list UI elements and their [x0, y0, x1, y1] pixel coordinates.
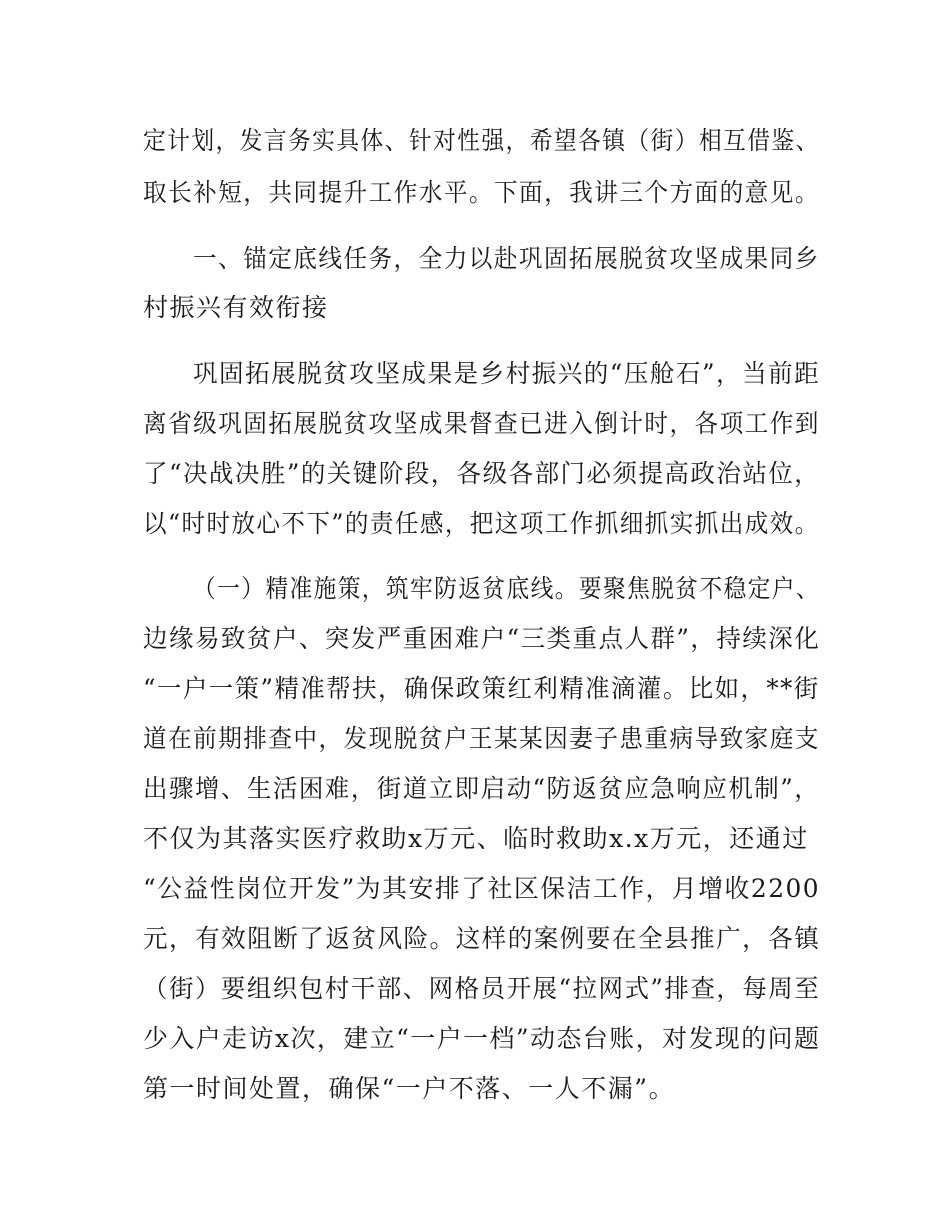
- paragraph-4-line-4: 道在前期排查中，发现脱贫户王某某因妻子患重病导致家庭支: [143, 724, 820, 753]
- section-heading-line-2: 村振兴有效衔接: [143, 293, 329, 322]
- section-heading-line-1: 一、锚定底线任务，全力以赴巩固拓展脱贫攻坚成果同乡: [193, 244, 820, 273]
- paragraph-4-line-2: 边缘易致贫户、突发严重困难户“三类重点人群”，持续深化: [143, 624, 821, 653]
- paragraph-4-line-6: 不仅为其落实医疗救助x万元、临时救助x.x万元，还通过: [143, 824, 809, 853]
- paragraph-1-line-1: 定计划，发言务实具体、针对性强，希望各镇（街）相互借鉴、: [143, 126, 820, 155]
- paragraph-4-line-9: （街）要组织包村干部、网格员开展“拉网式”排查，每周至: [143, 974, 821, 1003]
- paragraph-4-line-5: 出骤增、生活困难，街道立即启动“防返贫应急响应机制”，: [143, 774, 821, 803]
- paragraph-4-line-10: 少入户走访x次，建立“一户一档”动态台账，对发现的问题: [143, 1024, 821, 1053]
- paragraph-4-line-11: 第一时间处置，确保“一户不落、一人不漏”。: [143, 1074, 676, 1103]
- paragraph-3-line-3: 了“决战决胜”的关键阶段，各级各部门必须提高政治站位，: [143, 459, 821, 488]
- paragraph-4-line-1: （一）精准施策，筑牢防返贫底线。要聚焦脱贫不稳定户、: [193, 574, 821, 603]
- paragraph-4-line-7: “公益性岗位开发”为其安排了社区保洁工作，月增收2200: [143, 874, 821, 903]
- paragraph-3-line-1: 巩固拓展脱贫攻坚成果是乡村振兴的“压舱石”，当前距: [193, 359, 821, 388]
- paragraph-3-line-2: 离省级巩固拓展脱贫攻坚成果督查已进入倒计时，各项工作到: [143, 409, 820, 438]
- paragraph-3-line-4: 以“时时放心不下”的责任感，把这项工作抓细抓实抓出成效。: [143, 509, 820, 538]
- paragraph-4-line-8: 元，有效阻断了返贫风险。这样的案例要在全县推广，各镇: [143, 924, 821, 953]
- paragraph-4-line-3: “一户一策”精准帮扶，确保政策红利精准滴灌。比如，**街: [143, 674, 820, 703]
- paragraph-1-line-2: 取长补短，共同提升工作水平。下面，我讲三个方面的意见。: [143, 178, 820, 207]
